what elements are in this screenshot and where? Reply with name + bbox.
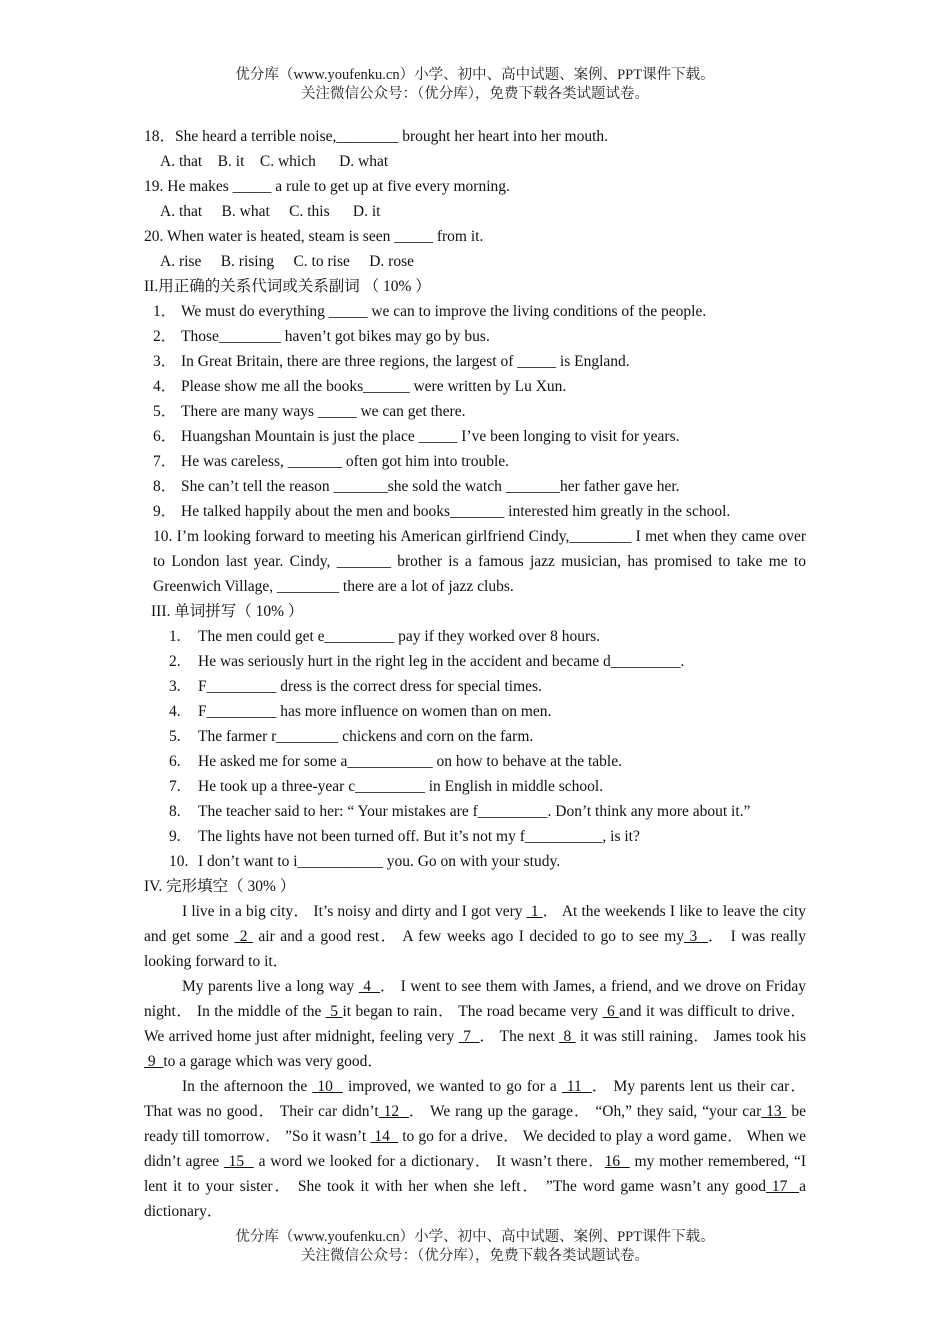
cloze-text: My parents live a long way — [182, 978, 359, 995]
cloze-blank-7: 7 — [458, 1028, 480, 1045]
cloze-blank-10: 10 — [312, 1078, 343, 1095]
cloze-blank-8: 8 — [559, 1028, 576, 1045]
item-number: 7． — [153, 453, 177, 470]
cloze-blank-4: 4 — [358, 978, 381, 995]
section-2-item — [144, 299, 806, 324]
item-number: 6. — [169, 753, 181, 770]
cloze-blank-17: 17 — [766, 1178, 800, 1195]
section-3-item — [144, 849, 806, 874]
item-number: 9. — [169, 828, 181, 845]
section-3-item — [144, 749, 806, 774]
footer-line-1: 优分库（www.youfenku.cn）小学、初中、高中试题、案例、PPT课件下载。 — [235, 1229, 715, 1245]
page-footer — [0, 1228, 950, 1266]
cloze-blank-3: 3 — [684, 928, 709, 945]
item-number: 2. — [169, 653, 181, 670]
cloze-text: ． At the weekends I like to leave the city and get some — [144, 903, 807, 945]
item-text: F_________ dress is the correct dress for special times. — [198, 678, 542, 695]
cloze-text: to go for a drive． We decided to play a word game． When we didn’t agree — [144, 1128, 806, 1170]
section-2-item — [144, 399, 806, 424]
item-text: The teacher said to her: “ Your mistakes are f_________. Don’t think any more about it.” — [198, 803, 751, 820]
question-19-options: A. that B. what C. this D. it — [160, 203, 381, 220]
section-3-item — [144, 674, 806, 699]
document-body — [144, 124, 806, 1224]
cloze-blank-13: 13 — [761, 1103, 787, 1120]
cloze-blank-15: 15 — [223, 1153, 254, 1170]
section-4-title: IV. 完形填空（ 30% ） — [144, 878, 296, 895]
item-number: 3. — [169, 678, 181, 695]
cloze-text: a word we looked for a dictionary． It wasn’t there． — [253, 1153, 605, 1170]
item-text: Huangshan Mountain is just the place _____ I’ve been longing to visit for years. — [181, 428, 680, 445]
cloze-blank-16: 16 — [604, 1153, 630, 1170]
section-2-item — [144, 499, 806, 524]
item-number: 9． — [153, 503, 177, 520]
item-number: 5. — [169, 728, 181, 745]
section-3-item — [144, 699, 806, 724]
cloze-text: my mother remembered, “I lent it to your sister． She took it with her when she left． ”The word game wasn’t any good — [144, 1153, 807, 1195]
cloze-text: be ready till tomorrow． ”So it wasn’t — [144, 1103, 807, 1145]
item-number: 5． — [153, 403, 177, 420]
section-2-item — [144, 324, 806, 349]
item-number: 7. — [169, 778, 181, 795]
cloze-blank-1: 1 — [526, 903, 543, 920]
item-text: There are many ways _____ we can get there. — [181, 403, 466, 420]
header-line-2: 关注微信公众号：（优分库），免费下载各类试题试卷。 — [301, 86, 649, 102]
cloze-text: In the afternoon the — [182, 1078, 313, 1095]
item-number: 4． — [153, 378, 177, 395]
cloze-text: ． I was really looking forward to it． — [144, 928, 806, 970]
item-number: 8. — [169, 803, 181, 820]
item-text: He took up a three-year c_________ in English in middle school. — [198, 778, 604, 795]
section-3-item — [144, 724, 806, 749]
cloze-text: ． I went to see them with James, a friend, and we drove on Friday night． In the middle of the — [144, 978, 807, 1020]
cloze-text: ． My parents lent us their car． That was no good． Their car didn’t — [144, 1078, 806, 1120]
section-3-item — [144, 799, 806, 824]
item-text: He was careless, _______ often got him into trouble. — [181, 453, 510, 470]
item-text: We must do everything _____ we can to improve the living conditions of the people. — [181, 303, 707, 320]
item-text: I don’t want to i___________ you. Go on with your study. — [198, 853, 561, 870]
question-18: 18．She heard a terrible noise,________ brought her heart into her mouth. — [144, 128, 609, 145]
item-text: He asked me for some a___________ on how to behave at the table. — [198, 753, 622, 770]
item-text: The farmer r________ chickens and corn on the farm. — [198, 728, 534, 745]
section-3-item — [144, 774, 806, 799]
item-text: The lights have not been turned off. But it’s not my f__________, is it? — [198, 828, 640, 845]
footer-line-2: 关注微信公众号：（优分库），免费下载各类试题试卷。 — [301, 1248, 649, 1264]
item-text: Please show me all the books______ were written by Lu Xun. — [181, 378, 567, 395]
item-number: 3． — [153, 353, 177, 370]
question-19: 19. He makes _____ a rule to get up at five every morning. — [144, 178, 510, 195]
item-number: 10. — [169, 853, 189, 870]
item-text: F_________ has more influence on women than on men. — [198, 703, 552, 720]
section-2-title: II.用正确的关系代词或关系副词 （ 10% ） — [144, 278, 431, 295]
question-20-options: A. rise B. rising C. to rise D. rose — [160, 253, 415, 270]
cloze-paragraph-3 — [144, 1074, 806, 1224]
cloze-blank-9: 9 — [144, 1053, 164, 1070]
item-number: 1. — [169, 628, 181, 645]
cloze-blank-2: 2 — [234, 928, 253, 945]
item-number: 8． — [153, 478, 177, 495]
cloze-blank-11: 11 — [561, 1078, 592, 1095]
section-2-list — [144, 299, 806, 524]
section-2-item — [144, 349, 806, 374]
section-3-item — [144, 649, 806, 674]
item-text: He talked happily about the men and books_______ interested him greatly in the school. — [181, 503, 731, 520]
cloze-text: air and a good rest． A few weeks ago I decided to go to see my — [252, 928, 684, 945]
cloze-text: it was still raining． James took his — [575, 1028, 807, 1045]
cloze-blank-6: 6 — [602, 1003, 620, 1020]
cloze-text: to a garage which was very good． — [163, 1053, 383, 1070]
item-text: Those________ haven’t got bikes may go by bus. — [181, 328, 490, 345]
section-3-list — [144, 624, 806, 874]
section-2-item — [144, 449, 806, 474]
section-2-question-10: 10. I’m looking forward to meeting his American girlfriend Cindy,________ I met when they came over to London last year. Cindy, _______ brother is a famous jazz musician, has promised to take me to Greenwich Village, ________ there are a lot of jazz clubs. — [153, 528, 806, 595]
cloze-text: improved, we wanted to go for a — [342, 1078, 562, 1095]
cloze-text: ． The next — [479, 1028, 560, 1045]
item-text: The men could get e_________ pay if they worked over 8 hours. — [198, 628, 601, 645]
item-text: He was seriously hurt in the right leg in the accident and became d_________. — [198, 653, 685, 670]
question-20: 20. When water is heated, steam is seen _____ from it. — [144, 228, 484, 245]
cloze-text: a dictionary． — [144, 1178, 806, 1220]
cloze-blank-12: 12 — [378, 1103, 409, 1120]
header-line-1: 优分库（www.youfenku.cn）小学、初中、高中试题、案例、PPT课件下载。 — [235, 67, 715, 83]
section-3-item — [144, 824, 806, 849]
cloze-text: and it was difficult to drive． We arrived home just after midnight, feeling very — [144, 1003, 807, 1045]
item-number: 6． — [153, 428, 177, 445]
section-3-item — [144, 624, 806, 649]
question-18-options: A. that B. it C. which D. what — [160, 153, 389, 170]
cloze-text: it began to rain． The road became very — [342, 1003, 603, 1020]
cloze-text: I live in a big city． It’s noisy and dirty and I got very — [182, 903, 527, 920]
section-2-item — [144, 424, 806, 449]
item-number: 4. — [169, 703, 181, 720]
item-number: 2． — [153, 328, 177, 345]
item-text: In Great Britain, there are three regions, the largest of _____ is England. — [181, 353, 630, 370]
section-3-title: III. 单词拼写（ 10% ） — [151, 603, 304, 620]
cloze-text: ． We rang up the garage． “Oh,” they said, “your car — [408, 1103, 762, 1120]
item-number: 1． — [153, 303, 177, 320]
cloze-paragraph-1 — [144, 899, 806, 974]
cloze-paragraph-2 — [144, 974, 806, 1074]
section-2-item — [144, 374, 806, 399]
section-2-item — [144, 474, 806, 499]
item-text: She can’t tell the reason _______she sold the watch _______her father gave her. — [181, 478, 680, 495]
cloze-blank-5: 5 — [325, 1003, 343, 1020]
page-header — [0, 66, 950, 104]
cloze-blank-14: 14 — [370, 1128, 399, 1145]
